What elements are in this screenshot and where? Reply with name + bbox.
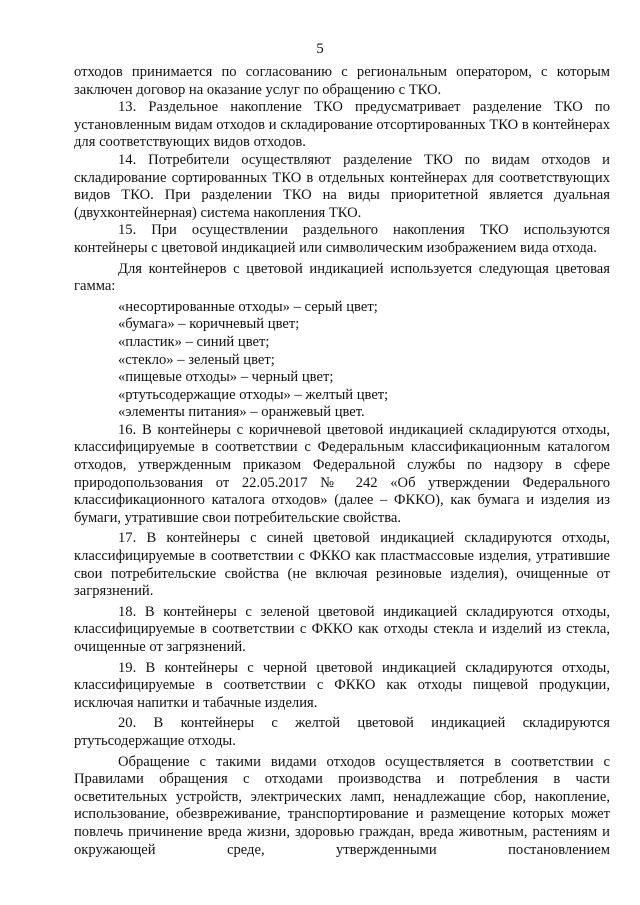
paragraph-16: 16. В контейнеры с коричневой цветовой индикацией складируются отходы, классифицируемые в соответствии с Федеральным классификационным каталогом отходов, утвержденным приказом Федеральной службы по надзору в сфере природопользования от 22.05.2017 № 242 «Об утверждении Федерального классификационного каталога отходов» (далее – ФККО), как бумага и изделия из бумаги, утратившие свои потребительские свойства. bbox=[74, 421, 610, 526]
paragraph-continuation: отходов принимается по согласованию с региональным оператором, с которым заключен договор на оказание услуг по обращению с ТКО. bbox=[74, 64, 610, 98]
color-list-item-mercury: «ртутьсодержащие отходы» – желтый цвет; bbox=[118, 386, 389, 403]
paragraph-18: 18. В контейнеры с зеленой цветовой индикацией складируются отходы, классифицируемые в соответствии с ФККО как отходы стекла и изделий из стекла, очищенные от загрязнений. bbox=[74, 603, 610, 655]
page-number: 5 bbox=[316, 41, 324, 57]
color-list-item-food: «пищевые отходы» – черный цвет; bbox=[118, 369, 334, 386]
paragraph-20: 20. В контейнеры с желтой цветовой индикацией складируются ртутьсодержащие отходы. bbox=[74, 715, 610, 749]
document-body bbox=[74, 64, 610, 859]
paragraph-14: 14. Потребители осуществляют разделение ТКО по видам отходов и складирование сортированных ТКО в отдельных контейнерах для соответствующих видов ТКО. При разделении ТКО на виды приоритетной является дуальная (двухконтейнерная) система накопления ТКО. bbox=[74, 151, 610, 221]
paragraph-15: 15. При осуществлении раздельного накопления ТКО используются контейнеры с цветовой индикацией или символическим изображением вида отхода. bbox=[74, 222, 610, 256]
color-list-item-plastic: «пластик» – синий цвет; bbox=[118, 333, 270, 350]
color-list-item-paper: «бумага» – коричневый цвет; bbox=[118, 316, 300, 333]
paragraph-17: 17. В контейнеры с синей цветовой индикацией складируются отходы, классифицируемые в соответствии с ФККО как пластмассовые изделия, утратившие свои потребительские свойства (не включая резиновые изделия), очищенные от загрязнений. bbox=[74, 530, 610, 600]
color-list-item-unsorted: «несортированные отходы» – серый цвет; bbox=[118, 298, 378, 315]
paragraph-13: 13. Раздельное накопление ТКО предусматривает разделение ТКО по установленным видам отходов и складирование отсортированных ТКО в контейнерах для соответствующих видов отходов. bbox=[74, 99, 610, 151]
paragraph-mercury-handling: Обращение с такими видами отходов осуществляется в соответствии с Правилами обращения с отходами производства и потребления в части осветительных устройств, электрических ламп, ненадлежащие сбор, накопление, использование, обезвреживание, транспортирование и размещение которых может повлечь причинение вреда жизни, здоровью граждан, вреда животным, растениям и окружающей среде, утвержденными постановлением bbox=[74, 753, 610, 858]
color-list-item-batteries: «элементы питания» – оранжевый цвет. bbox=[118, 404, 365, 421]
paragraph-19: 19. В контейнеры с черной цветовой индикацией складируются отходы, классифицируемые в соответствии с ФККО как отходы пищевой продукции, исключая напитки и табачные изделия. bbox=[74, 659, 610, 711]
paragraph-color-scheme-intro: Для контейнеров с цветовой индикацией используется следующая цветовая гамма: bbox=[74, 260, 610, 295]
color-list-item-glass: «стекло» – зеленый цвет; bbox=[118, 351, 275, 368]
